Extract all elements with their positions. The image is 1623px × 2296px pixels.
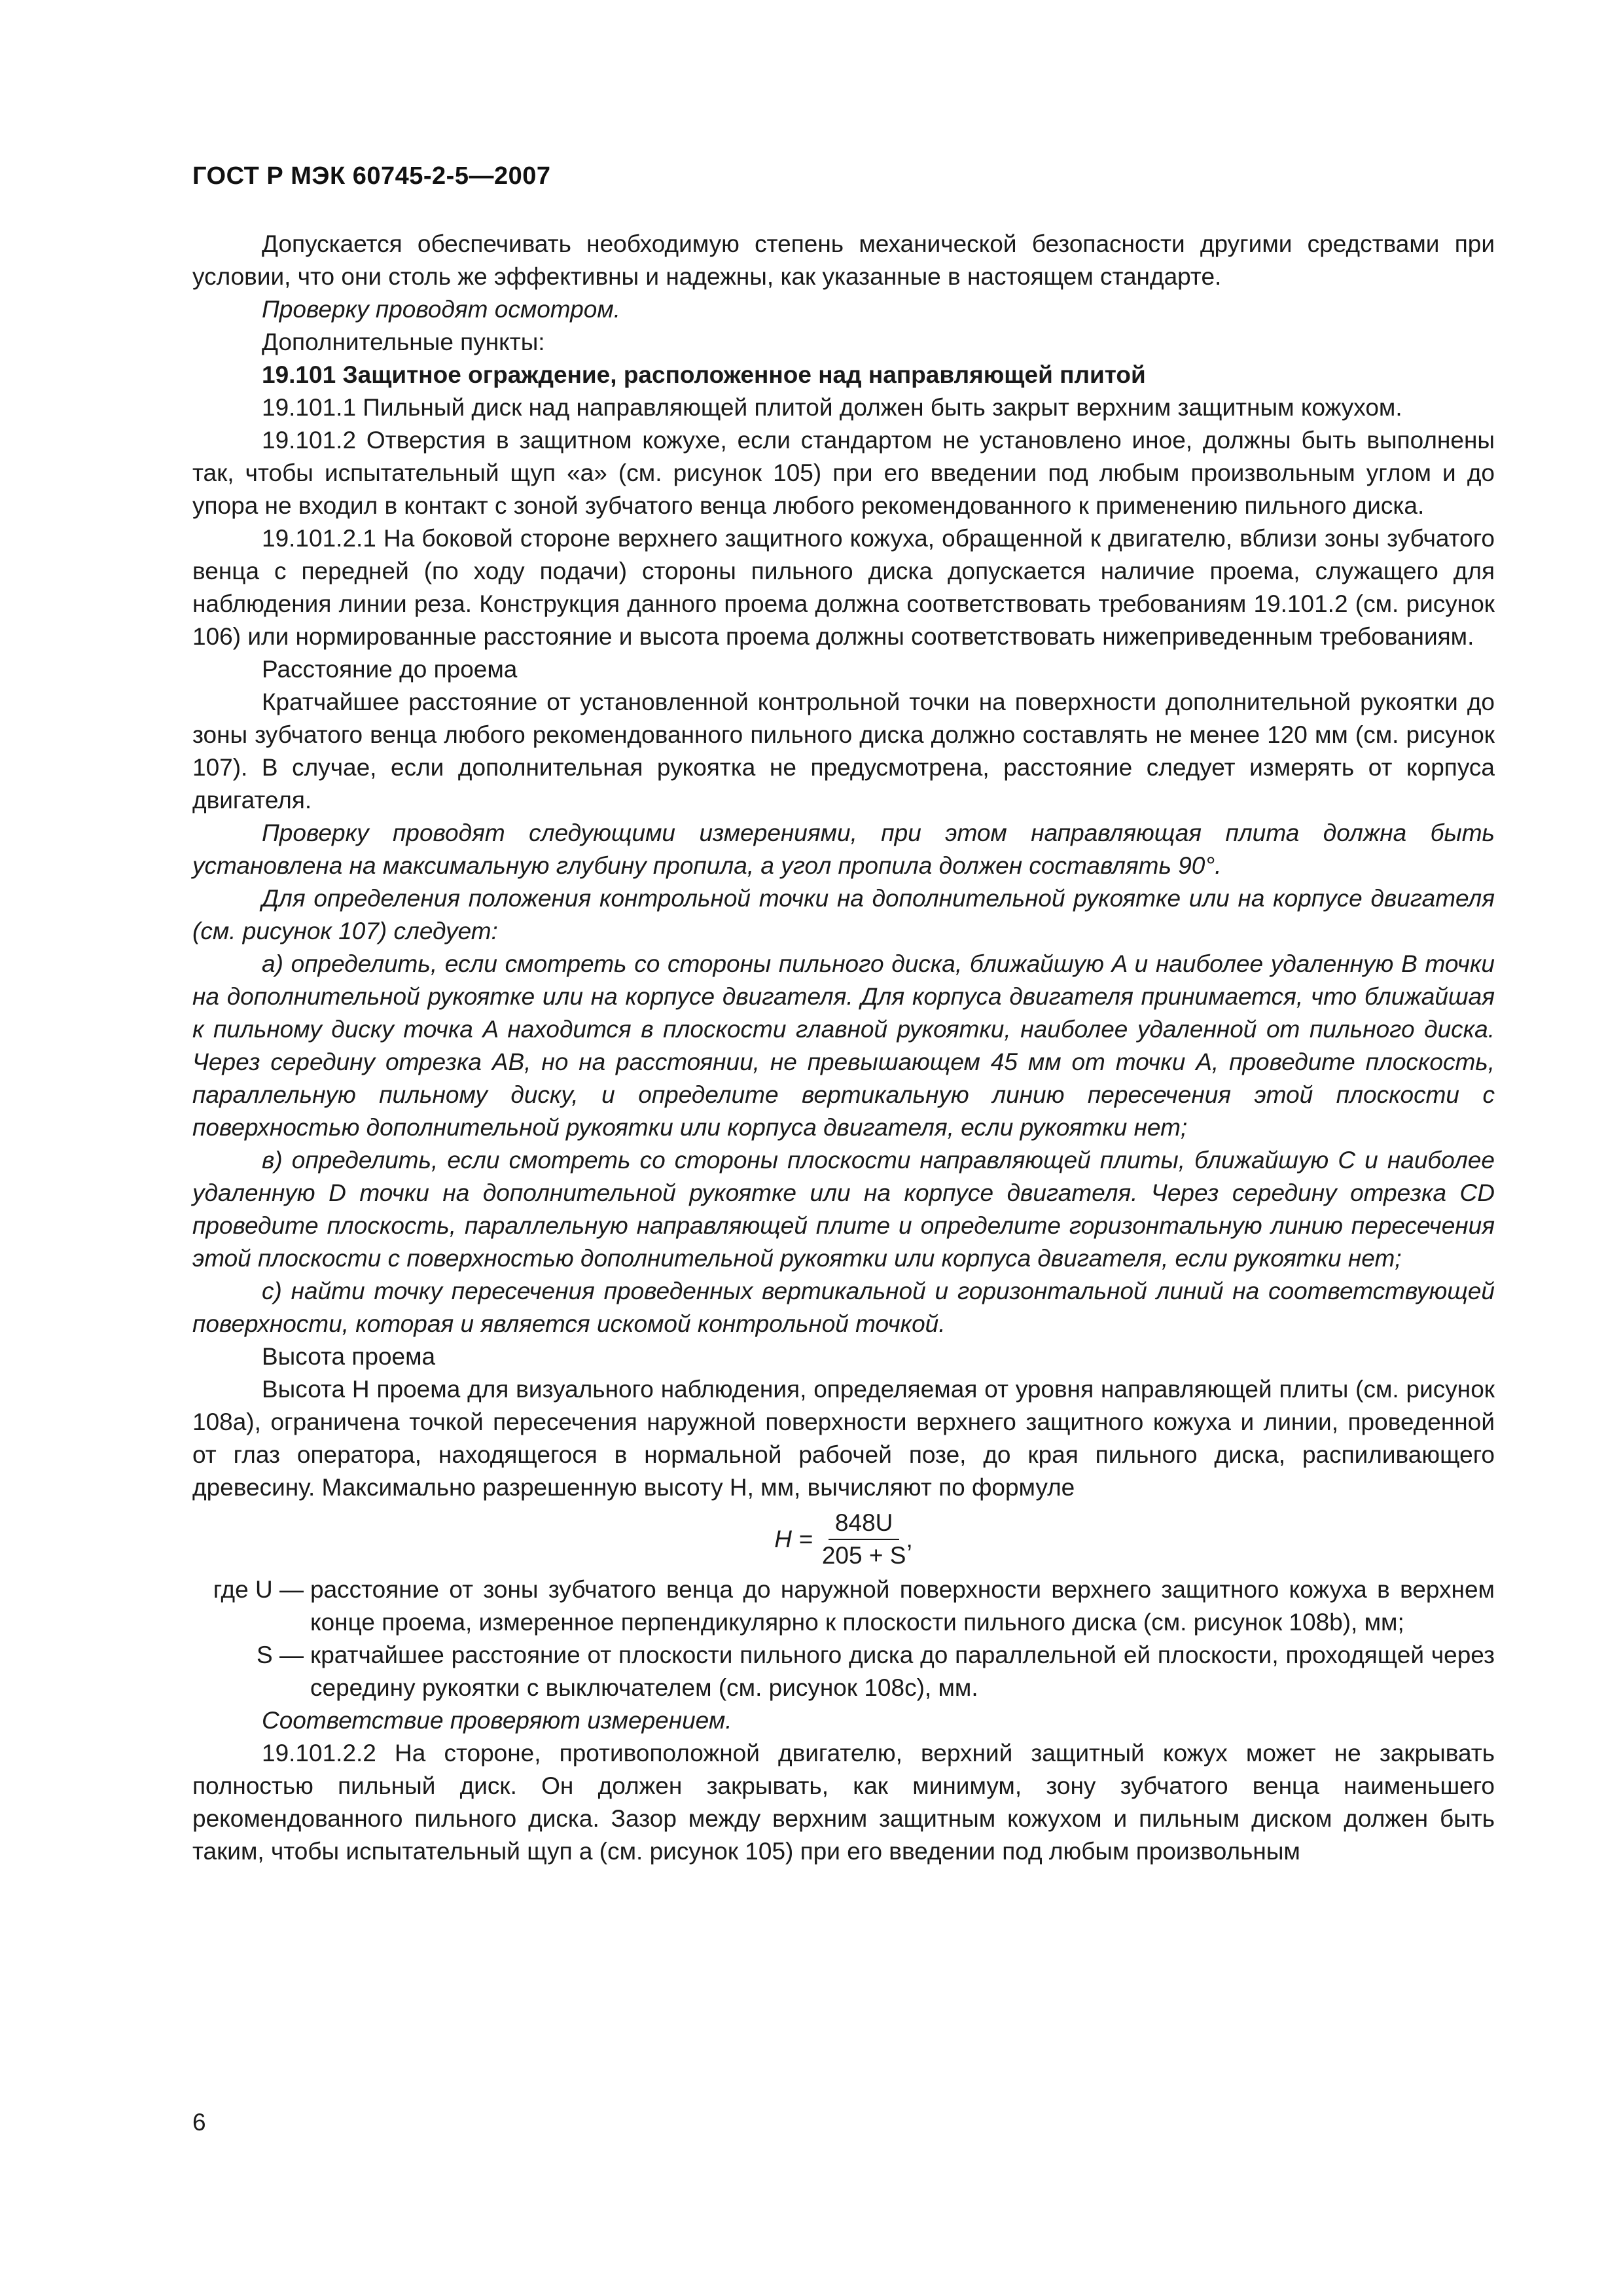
formula-numerator: 848U (829, 1510, 899, 1540)
section-heading: 19.101 Защитное ограждение, расположенное над направляющей плитой (262, 361, 1146, 388)
check-note: Проверку проводят следующими измерениями, при этом направляющая плита должна быть установлена на максимальную глубину пропила, а угол пропила должен составлять 90°. (192, 819, 1495, 879)
paragraph: Высота H проема для визуального наблюдения, определяемая от уровня направляющей плиты (см. рисунок 108a), ограничена точкой пересечения наружной поверхности верхнего защитного кожуха и линии, проведенной от глаз оператора, находящегося в нормальной рабочей позе, до края пильного диска, распиливающего древесину. Максимально разрешенную высоту H, мм, вычисляют по формуле (192, 1376, 1495, 1501)
formula-fraction (822, 1510, 906, 1569)
paragraph: Кратчайшее расстояние от установленной контрольной точки на поверхности дополнительной рукоятки до зоны зубчатого венца любого рекомендованного пильного диска должно составлять не менее 120 мм (см. рисунок 107). В случае, если дополнительная рукоятка не предусмотрена, расстояние следует измерять от корпуса двигателя. (192, 689, 1495, 814)
list-item-a: а) определить, если смотреть со стороны пильного диска, ближайшую A и наиболее удаленную B точки на дополнительной рукоятке или на корпусе двигателя. Для корпуса двигателя принимается, что ближайшая к пильному диску точка A находится в плоскости главной рукоятки, наиболее удаленной от пильного диска. Через середину отрезка AB, но на расстоянии, не превышающем 45 мм от точки A, проведите плоскость, параллельную пильному диску, и определите вертикальную линию пересечения этой плоскости с поверхностью дополнительной рукоятки или корпуса двигателя, если рукоятки нет; (192, 950, 1495, 1141)
body-text (192, 228, 1495, 1868)
list-item-b: в) определить, если смотреть со стороны плоскости направляющей плиты, ближайшую C и наиболее удаленную D точки на дополнительной рукоятке или на корпусе двигателя. Через середину отрезка CD проведите плоскость, параллельную направляющей плите и определите горизонтальную линию пересечения этой плоскости с поверхностью дополнительной рукоятки или корпуса двигателя, если рукоятки нет; (192, 1147, 1495, 1272)
formula-trail: , (906, 1526, 913, 1552)
check-note: Соответствие проверяют измерением. (262, 1707, 732, 1734)
clause-19-101-1: 19.101.1 Пильный диск над направляющей плитой должен быть закрыт верхним защитным кожухом. (262, 394, 1402, 421)
definition-s (192, 1639, 1495, 1704)
paragraph: Допускается обеспечивать необходимую степень механической безопасности другими средствами при условии, что они столь же эффективны и надежны, как указанные в настоящем стандарте. (192, 230, 1495, 290)
definition-term: где U — (213, 1576, 304, 1603)
paragraph: Для определения положения контрольной точки на дополнительной рукоятке или на корпусе двигателя (см. рисунок 107) следует: (192, 885, 1495, 944)
definition-desc: кратчайшее расстояние от плоскости пильного диска до параллельной ей плоскости, проходящей через середину рукоятки с выключателем (см. рисунок 108c), мм. (310, 1641, 1495, 1701)
subheading-distance: Расстояние до проема (262, 656, 518, 683)
paragraph: Дополнительные пункты: (262, 329, 545, 355)
standard-header: ГОСТ Р МЭК 60745-2-5—2007 (192, 162, 551, 190)
definition-desc: расстояние от зоны зубчатого венца до наружной поверхности верхнего защитного кожуха в верхнем конце проема, измеренное перпендикулярно к плоскости пильного диска (см. рисунок 108b), мм; (310, 1576, 1495, 1636)
list-item-c: с) найти точку пересечения проведенных вертикальной и горизонтальной линий на соответствующей поверхности, которая и является искомой контрольной точкой. (192, 1278, 1495, 1337)
formula-denominator: 205 + S (821, 1542, 906, 1569)
formula-lhs: H = (774, 1526, 813, 1552)
definition-u (192, 1573, 1495, 1639)
page-number: 6 (192, 2109, 206, 2136)
check-note: Проверку проводят осмотром. (262, 296, 621, 323)
clause-19-101-2-1: 19.101.2.1 На боковой стороне верхнего защитного кожуха, обращенной к двигателю, вблизи зоны зубчатого венца с передней (по ходу подачи) стороны пильного диска допускается наличие проема, служащего для наблюдения линии реза. Конструкция данного проема должна соответствовать требованиям 19.101.2 (см. рисунок 106) или нормированные расстояние и высота проема должны соответствовать нижеприведенным требованиям. (192, 525, 1495, 650)
formula (192, 1507, 1495, 1572)
clause-19-101-2-2: 19.101.2.2 На стороне, противоположной двигателю, верхний защитный кожух может не закрывать полностью пильный диск. Он должен закрывать, как минимум, зону зубчатого венца наименьшего рекомендованного пильного диска. Зазор между верхним защитным кожухом и пильным диском должен быть таким, чтобы испытательный щуп a (см. рисунок 105) при его введении под любым произвольным (192, 1740, 1495, 1865)
definition-term: S — (257, 1641, 304, 1668)
subheading-height: Высота проема (262, 1343, 436, 1370)
clause-19-101-2: 19.101.2 Отверстия в защитном кожухе, если стандартом не установлено иное, должны быть выполнены так, чтобы испытательный щуп «а» (см. рисунок 105) при его введении под любым произвольным углом и до упора не входил в контакт с зоной зубчатого венца любого рекомендованного к применению пильного диска. (192, 427, 1495, 519)
